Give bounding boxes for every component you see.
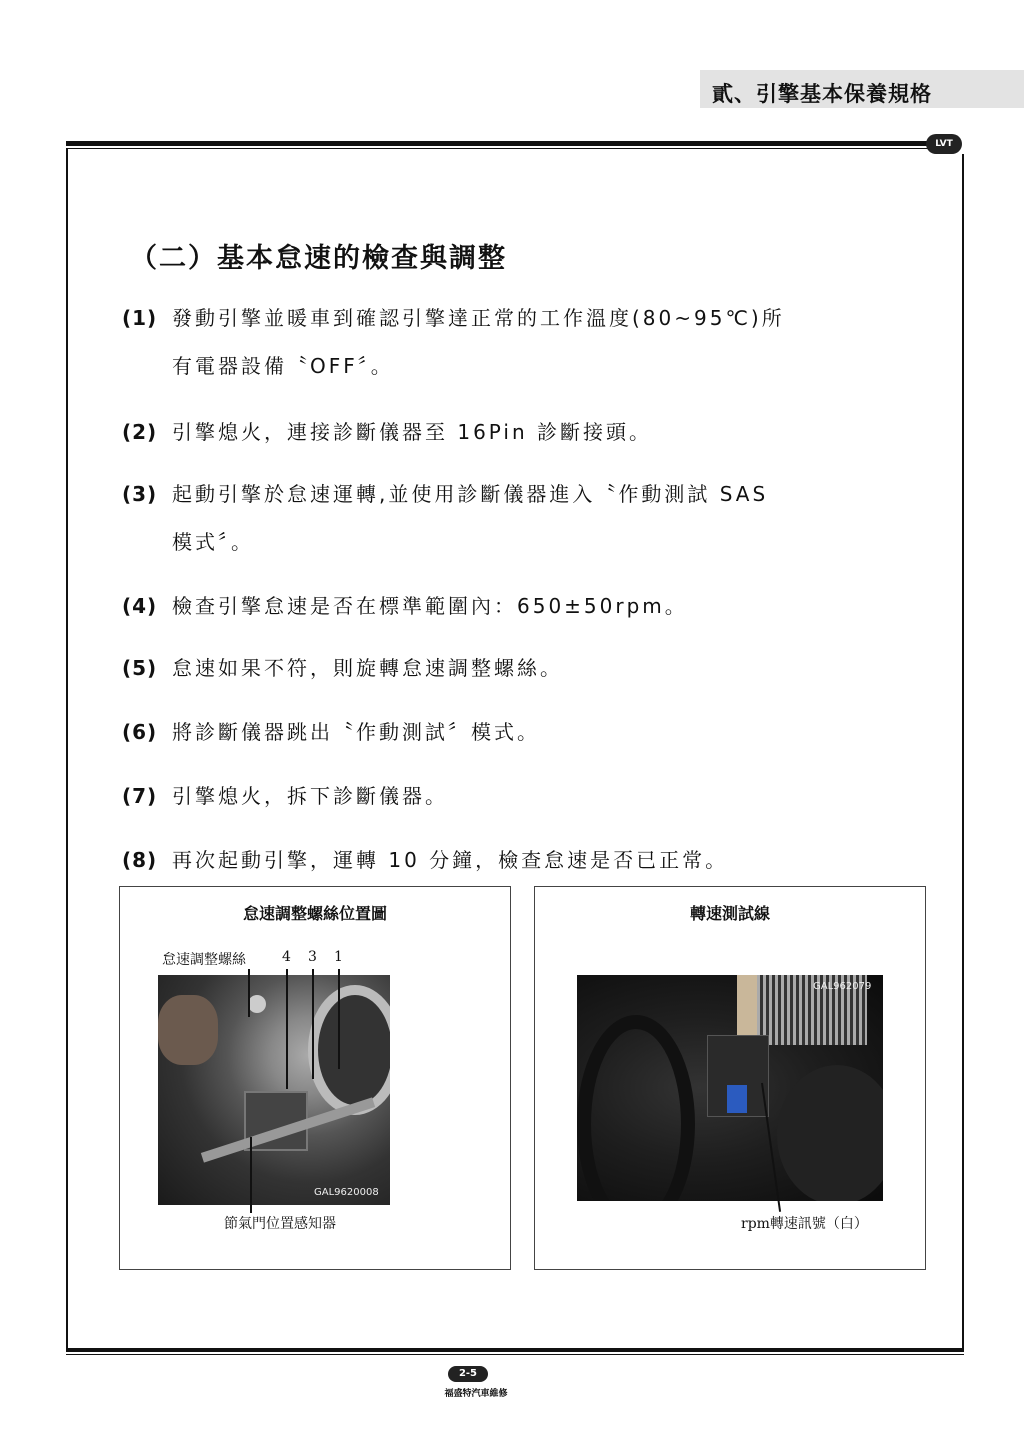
right-border (962, 154, 964, 1350)
step-text: 引擎熄火，連接診斷儀器至 16Pin 診斷接頭。 (172, 420, 653, 444)
top-rule-thin (66, 148, 932, 149)
leader-line (338, 969, 340, 1069)
callout-number-4: 4 (282, 949, 291, 965)
step-text: 發動引擎並暖車到確認引擎達正常的工作溫度(80~95℃)所 (172, 306, 785, 330)
leader-line (312, 969, 314, 1079)
step-number: (5) (122, 656, 158, 680)
step-number: (1) (122, 306, 158, 330)
step-text: 將診斷儀器跳出〝作動測試〞模式。 (172, 720, 540, 744)
callout-idle-screw: 怠速調整螺絲 (162, 952, 246, 968)
step-number: (4) (122, 594, 158, 618)
section-title: （二）基本怠速的檢查與調整 (130, 243, 507, 274)
step-number: (3) (122, 482, 158, 506)
step-3-continuation: 模式〞。 (172, 530, 254, 554)
throttle-body-photo (158, 975, 390, 1205)
callout-tps-sensor: 節氣門位置感知器 (224, 1216, 336, 1232)
callout-rpm-signal: rpm轉速訊號（白） (741, 1216, 868, 1232)
bottom-rule (66, 1348, 964, 1352)
step-1 (122, 304, 785, 332)
callout-number-3: 3 (308, 949, 317, 965)
step-1-continuation: 有電器設備〝OFF〞。 (172, 354, 394, 378)
figure-idle-screw (119, 886, 511, 1270)
leader-line (250, 1137, 252, 1213)
step-4 (122, 592, 688, 620)
step-number: (8) (122, 848, 158, 872)
step-8 (122, 846, 728, 874)
footer-brand: 福盛特汽車維修 (444, 1389, 508, 1399)
page-number-badge: 2-5 (448, 1366, 488, 1382)
step-text: 起動引擎於怠速運轉,並使用診斷儀器進入〝作動測試 SAS (172, 482, 769, 506)
step-number: (2) (122, 420, 158, 444)
step-number: (6) (122, 720, 158, 744)
left-border (66, 148, 68, 1350)
photo-code: GAL9620008 (314, 1187, 379, 1198)
photo-code: GAL962079 (813, 981, 872, 992)
leader-line (286, 969, 288, 1089)
logo-badge: LVT (926, 134, 962, 154)
bottom-rule-thin (66, 1354, 964, 1355)
leader-line (248, 969, 250, 1017)
step-text: 檢查引擎怠速是否在標準範圍內：650±50rpm。 (172, 594, 688, 618)
rpm-connector-photo (577, 975, 883, 1201)
step-6 (122, 718, 540, 746)
figure-rpm-test-line (534, 886, 926, 1270)
step-text: 引擎熄火，拆下診斷儀器。 (172, 784, 448, 808)
step-number: (7) (122, 784, 158, 808)
callout-number-1: 1 (334, 949, 343, 965)
figure-title: 轉速測試線 (689, 904, 770, 923)
step-2 (122, 418, 652, 446)
step-text: 怠速如果不符，則旋轉怠速調整螺絲。 (172, 656, 563, 680)
step-7 (122, 782, 448, 810)
figure-title: 怠速調整螺絲位置圖 (242, 904, 387, 923)
step-3 (122, 480, 768, 508)
step-5 (122, 654, 563, 682)
chapter-title: 貳、引擎基本保養規格 (712, 82, 932, 106)
top-rule (66, 141, 932, 146)
step-text: 再次起動引擎，運轉 10 分鐘，檢查怠速是否已正常。 (172, 848, 729, 872)
